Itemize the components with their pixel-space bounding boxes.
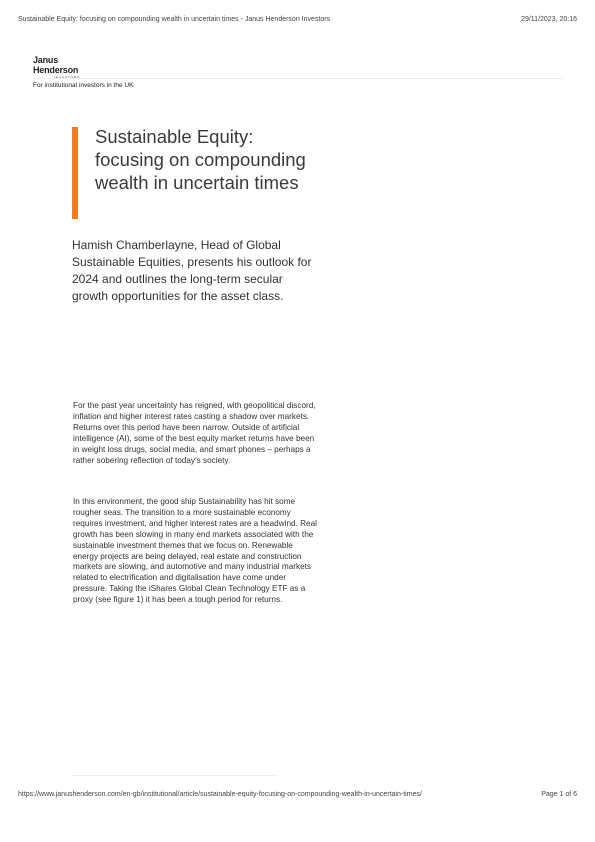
- page-number: Page 1 of 6: [541, 791, 577, 798]
- print-footer-url[interactable]: https://www.janushenderson.com/en-gb/institutional/article/sustainable-equity-focusing-on-compounding-wealth-in-uncertain-times/: [18, 791, 422, 798]
- janus-henderson-logo[interactable]: [33, 55, 101, 80]
- article-paragraph-2: In this environment, the good ship Sustainability has hit some rougher seas. The transition to a more sustainable economy requires investment, and higher interest rates are a headwind. Real growth has been slowing in many end markets associated with the sustainable investment themes that we focus on. Renewable energy projects are being delayed, real estate and construction markets are slowing, and automotive and many industrial markets related to electrification and digitalisation have come under pressure. Taking the iShares Global Clean Technology ETF as a proxy (see figure 1) it has been a tough period for returns.: [73, 497, 317, 605]
- logo-wordmark: Janus Henderson: [33, 55, 79, 75]
- footer-divider: [72, 775, 278, 776]
- article-lede: Hamish Chamberlayne, Head of Global Sustainable Equities, presents his outlook for 2024 and outlines the long-term secular growth opportunities for the asset class.: [72, 238, 312, 303]
- audience-label: For institutional investors in the UK: [33, 82, 134, 89]
- title-accent-bar: [72, 127, 78, 219]
- article-paragraph-1: For the past year uncertainty has reigned, with geopolitical discord, inflation and higher interest rates casting a shadow over markets. Returns over this period have been narrow. Outside of artificial intelligence (AI), some of the best equity market returns have been in weight loss drugs, social media, and smart phones – perhaps a rather sobering reflection of today’s society.: [73, 401, 316, 465]
- header-divider: [33, 78, 562, 79]
- print-footer: [18, 791, 577, 798]
- print-header-datetime: 29/11/2023, 20:16: [521, 16, 577, 23]
- print-header: [18, 16, 577, 23]
- article-title: Sustainable Equity: focusing on compounding wealth in uncertain times: [95, 126, 306, 193]
- print-header-title: Sustainable Equity: focusing on compounding wealth in uncertain times - Janus Henderson Investors: [18, 16, 331, 23]
